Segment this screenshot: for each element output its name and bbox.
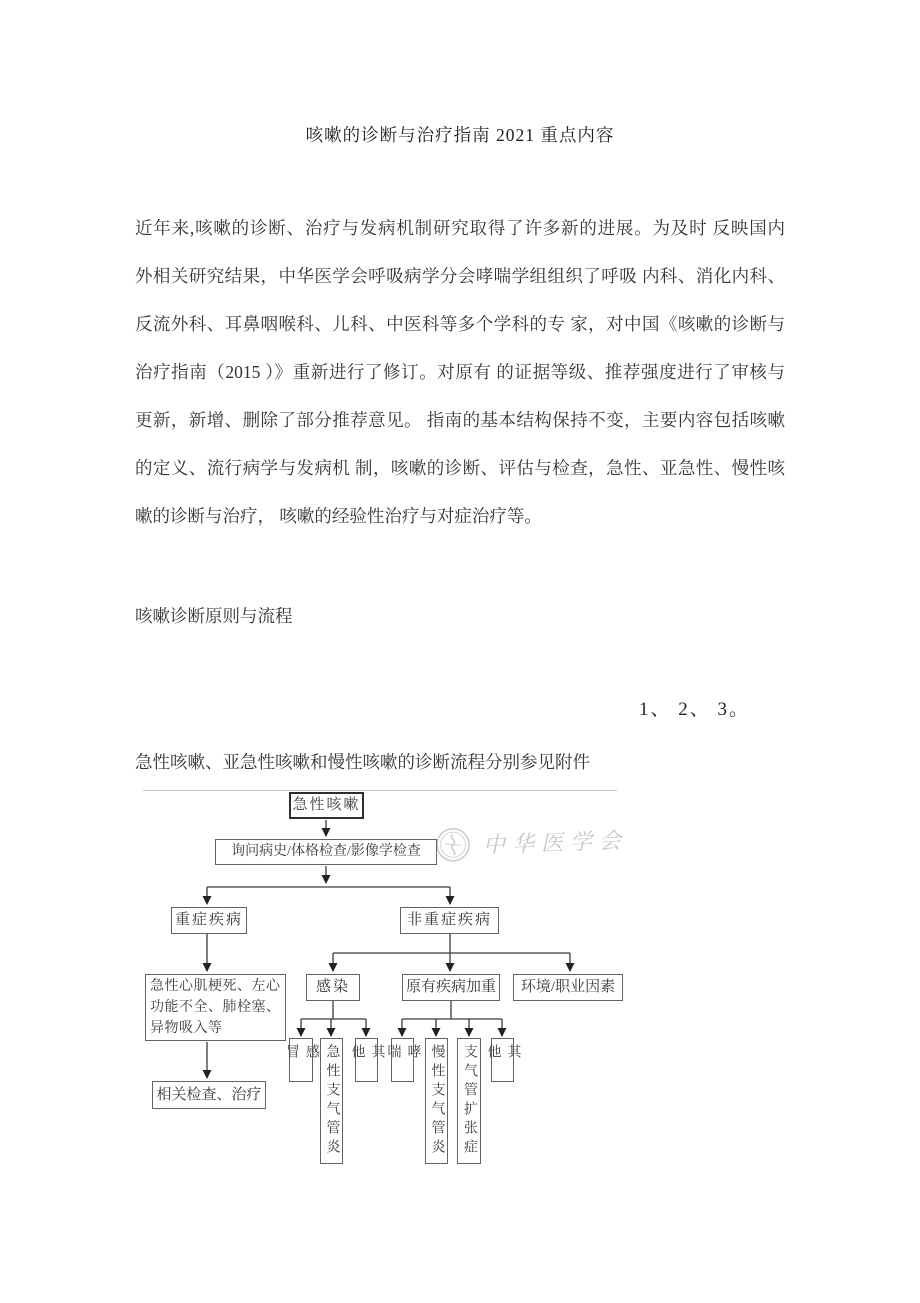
intro-line: 的定义、流行病学与发病机 制，咳嗽的诊断、评估与检查，急性、亚急性、慢性咳 [135,458,785,478]
flowchart [135,786,785,1178]
node-label: 其他 [485,1044,521,1063]
node-label: 急性支气管炎 [324,1044,340,1158]
document-page [135,0,785,1178]
node-inquiry-exam: 询问病史/体格检查/影像学检查 [215,839,437,865]
node-label: 其他 [349,1044,385,1063]
watermark-text: 中华医学会 [482,828,629,859]
node-infection: 感染 [306,974,360,1001]
section-heading: 咳嗽诊断原则与流程 [135,606,293,626]
node-related-exam-treatment: 相关检查、治疗 [152,1081,266,1109]
node-common-cold [284,1038,319,1082]
node-acute-bronchitis [320,1038,343,1164]
intro-line: 更新，新增、删除了部分推荐意见。 指南的基本结构保持不变，主要内容包括咳嗽 [135,410,785,430]
intro-line: 近年来,咳嗽的诊断、治疗与发病机制研究取得了许多新的进展。为及时 反映国内 [135,218,785,238]
node-bronchiectasis [457,1038,481,1164]
node-other-infection [349,1038,385,1082]
severe-causes-line: 急性心肌梗死、左心 [150,979,281,994]
intro-line: 反流外科、耳鼻咽喉科、儿科、中医科等多个学科的专 家，对中国《咳嗽的诊断与 [135,314,785,334]
node-asthma [385,1038,421,1082]
page-title: 咳嗽的诊断与治疗指南 2021 重点内容 [305,125,615,145]
node-other-worsening [485,1038,521,1082]
list-numbers: 1、 2、 3。 [638,699,750,720]
node-severe-causes [145,974,286,1041]
intro-line: 外相关研究结果，中华医学会呼吸病学分会哮喘学组组织了呼吸 内科、消化内科、 [135,266,785,286]
node-existing-disease-worsening: 原有疾病加重 [402,974,500,1001]
severe-causes-line: 异物吸入等 [150,1021,223,1036]
node-label: 慢性支气管炎 [429,1044,445,1158]
severe-causes-line: 功能不全、肺栓塞、 [150,1000,281,1015]
node-non-severe-disease: 非重症疾病 [400,907,499,934]
intro-line: 嗽的诊断与治疗， 咳嗽的经验性治疗与对症治疗等。 [135,506,542,526]
node-severe-disease: 重症疾病 [171,907,247,934]
node-acute-cough: 急性咳嗽 [289,792,364,819]
node-environment-occupational: 环境/职业因素 [513,974,623,1001]
flow-note: 急性咳嗽、亚急性咳嗽和慢性咳嗽的诊断流程分别参见附件 [135,752,590,772]
node-label: 哮喘 [385,1044,421,1063]
node-label: 支气管扩张症 [462,1044,477,1158]
intro-line: 治疗指南（2015 ）》重新进行了修订。对原有 的证据等级、推荐强度进行了审核与 [135,362,785,382]
node-chronic-bronchitis [425,1038,448,1164]
intro-paragraph [135,204,785,540]
node-label: 感冒 [284,1044,319,1063]
